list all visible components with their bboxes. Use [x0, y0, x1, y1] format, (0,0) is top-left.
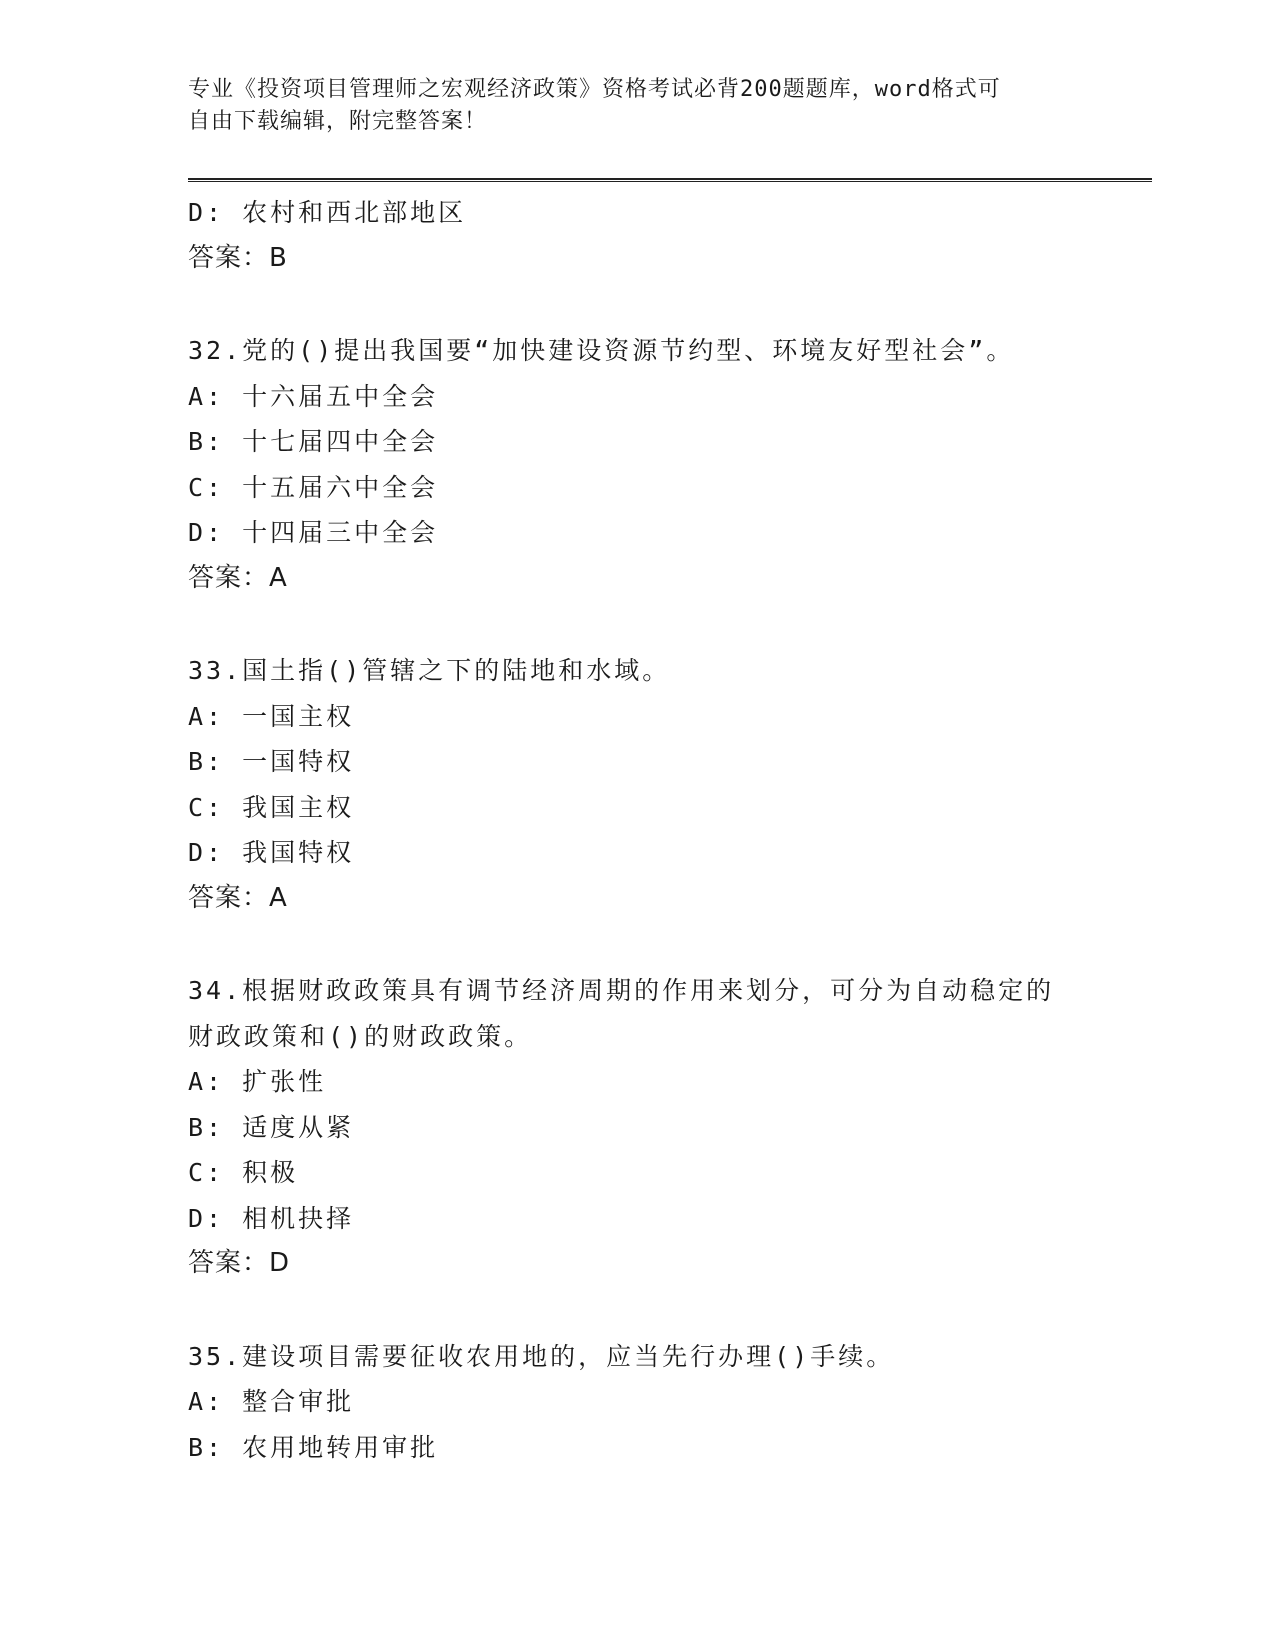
question-stem: 35.建设项目需要征收农用地的，应当先行办理()手续。: [188, 1341, 895, 1371]
option-d: D: 相机抉择: [188, 1203, 355, 1233]
option-b: B: 适度从紧: [188, 1112, 355, 1142]
option-b: B: 一国特权: [188, 747, 355, 776]
option-a: A: 一国主权: [188, 701, 355, 731]
option-a: A: 扩张性: [188, 1067, 327, 1096]
question-stem-line-2: 财政政策和()的财政政策。: [188, 1021, 533, 1051]
option-c: C: 积极: [188, 1158, 299, 1187]
option-a: A: 十六届五中全会: [188, 381, 439, 411]
option-d: D: 我国特权: [188, 838, 355, 867]
answer-label: 答案：D: [188, 1248, 291, 1278]
option-d: D: 十四届三中全会: [188, 518, 439, 547]
option-a: A: 整合审批: [188, 1387, 355, 1416]
answer-label: 答案：A: [188, 562, 288, 593]
option-c: C: 十五届六中全会: [188, 472, 439, 502]
document-header: [188, 74, 1068, 138]
question-stem: 33.国土指()管辖之下的陆地和水域。: [188, 656, 671, 685]
option-b: B: 十七届四中全会: [188, 427, 439, 456]
option-d: D: 农村和西北部地区: [188, 198, 467, 227]
option-c: C: 我国主权: [188, 792, 355, 822]
question-stem-line-1: 34.根据财政政策具有调节经济周期的作用来划分，可分为自动稳定的: [188, 976, 1055, 1005]
header-divider: [188, 178, 1152, 182]
question-33: [188, 648, 1088, 921]
question-stem: 32.党的()提出我国要“加快建设资源节约型、环境友好型社会”。: [188, 336, 1015, 365]
answer-label: 答案：B: [188, 242, 288, 273]
option-b: B: 农用地转用审批: [188, 1432, 439, 1462]
answer-label: 答案：A: [188, 882, 288, 913]
header-line-2: 自由下载编辑，附完整答案！: [188, 109, 488, 134]
header-line-1: 专业《投资项目管理师之宏观经济政策》资格考试必背200题题库，word格式可: [188, 77, 1001, 102]
question-34: [188, 968, 1088, 1287]
question-fragment: [188, 190, 1088, 281]
question-35: [188, 1334, 1088, 1471]
question-32: [188, 328, 1088, 601]
question-list: [188, 190, 1088, 1470]
